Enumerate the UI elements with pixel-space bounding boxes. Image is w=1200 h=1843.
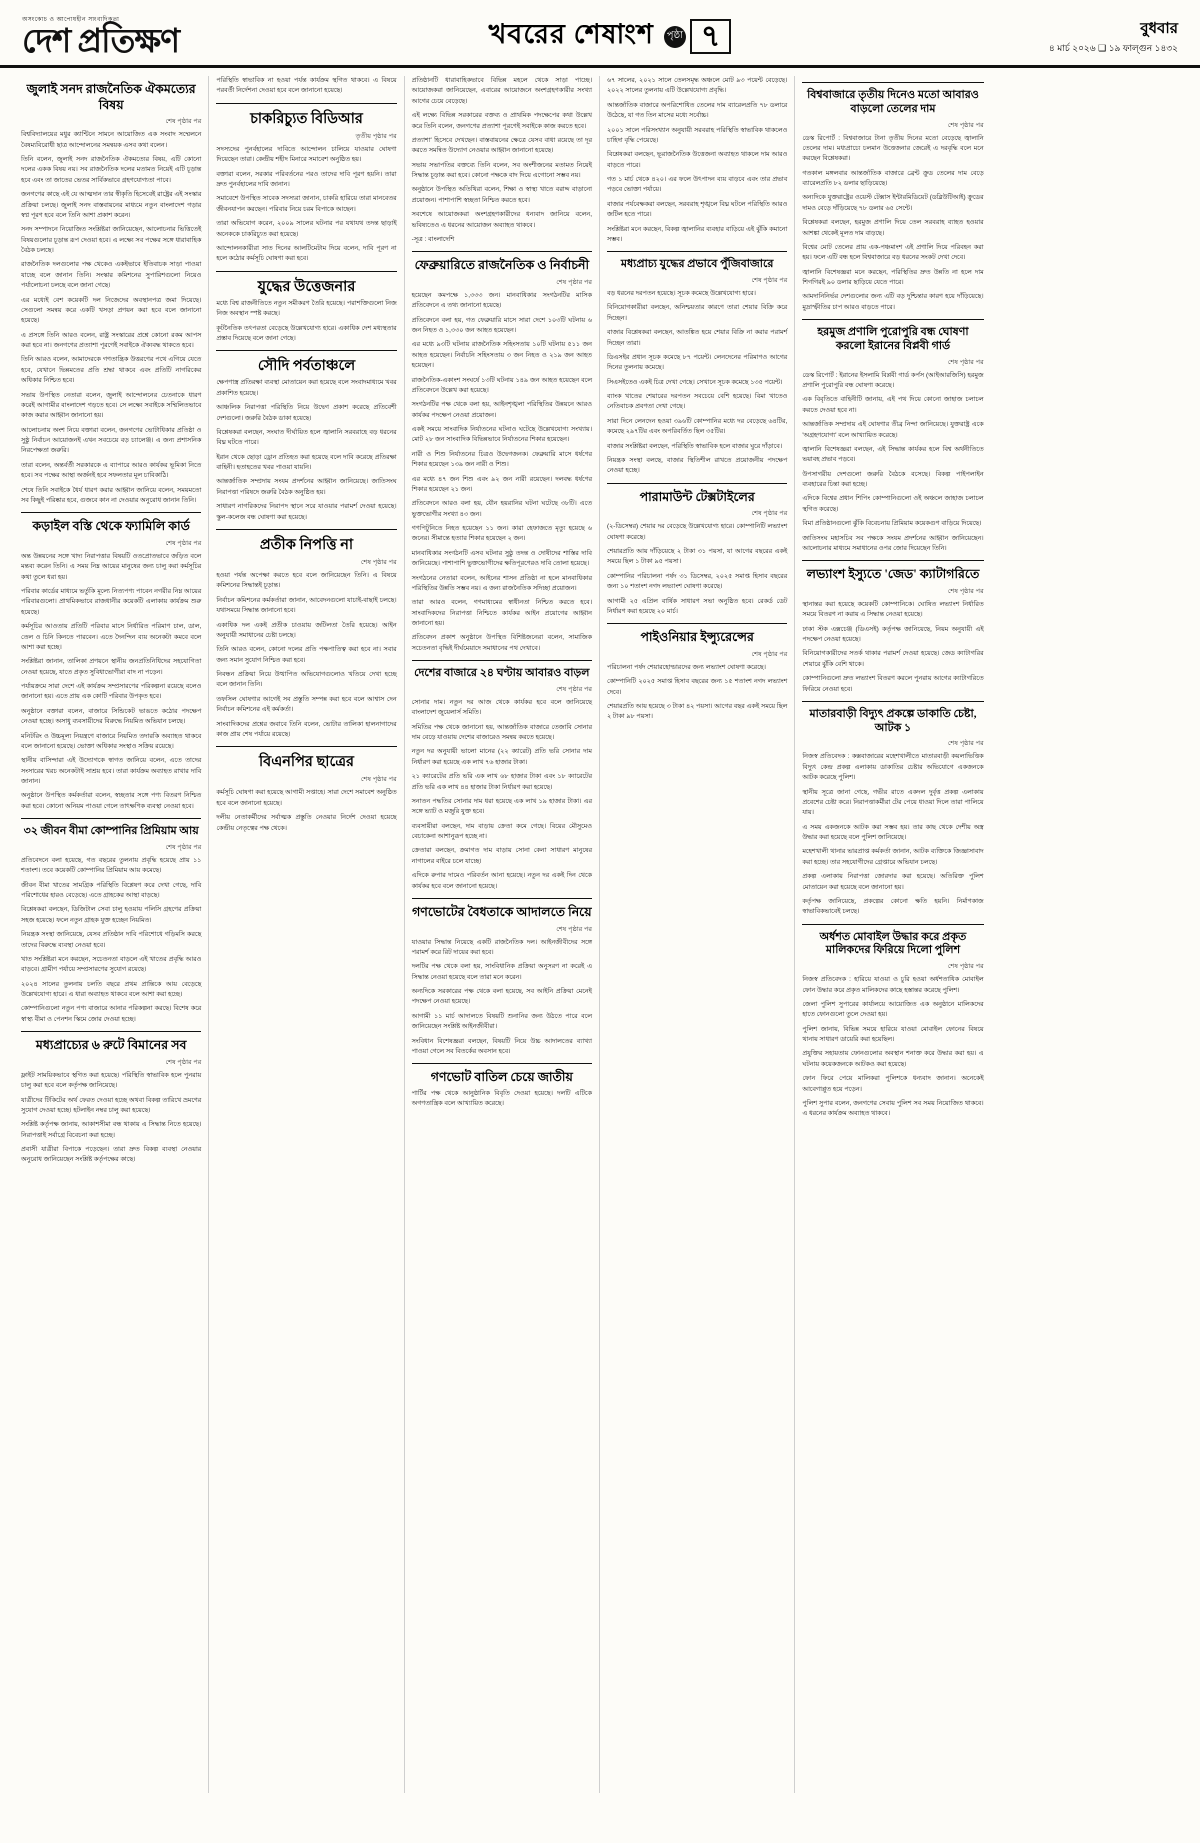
article-paragraph: অনুষ্ঠানে বক্তারা বলেন, বাজারে সিন্ডিকেট ভাঙতে কঠোর পদক্ষেপ নেওয়া হচ্ছে। অসাধু ব্যবসায়ীদের বিরুদ্ধে নিয়মিত অভিযান চলছে। — [21, 707, 202, 726]
article-headline[interactable]: যুদ্ধের উত্তেজনার — [216, 271, 396, 296]
article-paragraph: সমাবেশে উপস্থিত সাবেক সদস্যরা জানান, চাকরি হারিয়ে তারা মানবেতর জীবনযাপন করছেন। পরিবার নিয়ে চরম বিপাকে আছেন। — [216, 195, 397, 213]
article-paragraph: সংশ্লিষ্ট কর্তৃপক্ষ জানায়, আকাশসীমা বন্ধ থাকায় এ সিদ্ধান্ত নিতে হয়েছে। নিরাপত্তাই সর্বাগ্রে বিবেচনা করা হচ্ছে। — [21, 1121, 202, 1139]
article-paragraph: যাত্রীদের টিকিটের অর্থ ফেরত দেওয়া হচ্ছে অথবা বিকল্প তারিখে ভ্রমণের সুযোগ দেওয়া হচ্ছে। হটলাইন নম্বর চালু করা হয়েছে। — [21, 1096, 202, 1114]
article-byline: শেষ পৃষ্ঠার পর — [165, 1058, 202, 1066]
article-paragraph: বিশ্লেষকরা বলছেন, ডিজিটাল সেবা চালু হওয়ায় পলিসি গ্রহণের প্রক্রিয়া সহজ হয়েছে। ফলে নতুন গ্রাহক যুক্ত হচ্ছেন নিয়মিত। — [21, 906, 202, 924]
article-paragraph: স্থানীয় বাসিন্দারা এই উদ্যোগকে স্বাগত জানিয়ে বলেন, এতে তাদের সংসারের খরচ অনেকটাই সাশ্রয় হবে। তারা কার্যক্রম অব্যাহত রাখার দাবি জানান। — [21, 757, 202, 785]
article-paragraph: পুলিশ জানায়, বিভিন্ন সময়ে হারিয়ে যাওয়া মোবাইল ফোনের বিষয়ে থানায় সাধারণ ডায়েরি করা হয়েছিল। — [802, 1025, 984, 1043]
article-paragraph: এ প্রসঙ্গে তিনি আরও বলেন, রাষ্ট্র সংস্কারের প্রশ্নে কোনো রকম আপস করা হবে না। জনগণের প্রত্যাশা পূরণেই সবাইকে ঐক্যবদ্ধ থাকতে হবে। — [21, 331, 202, 349]
column-5 — [795, 76, 990, 1793]
article-byline: শেষ পৃষ্ঠার পর — [165, 118, 202, 126]
article-paragraph: হওয়া পর্যন্ত অপেক্ষা করতে হবে বলে জানিয়েছেন তিনি। এ বিষয়ে কমিশনের সিদ্ধান্তই চূড়ান্ত। — [216, 572, 397, 590]
article-headline[interactable]: গণভোট বাতিল চেয়ে জাতীয় — [412, 1063, 592, 1086]
article-body — [21, 1071, 201, 1166]
article-paragraph: নিয়ন্ত্রক সংস্থা বলছে, বাজার স্থিতিশীল রাখতে প্রয়োজনীয় পদক্ষেপ নেওয়া হচ্ছে। — [606, 456, 788, 475]
article-paragraph: তিনি আরও বলেন, আমাদেরকে গণতান্ত্রিক উত্তরণের পথে এগিয়ে যেতে হবে, যেখানে ভিন্নমতের প্রতি শ্রদ্ধা থাকবে এবং প্রতিটি নাগরিকের অধিকার নিশ্চিত হবে। — [21, 356, 202, 385]
article-paragraph: এই লক্ষ্যে বিভিন্ন সরকারের বক্তব্য ও প্রাথমিক পদক্ষেপের কথা উল্লেখ করে তিনি বলেন, জনগণের প্রত্যাশা পূরণেই সবাইকে কাজ করতে হবে। — [411, 112, 592, 130]
article-paragraph: এদিকে বিশ্বের প্রধান শিপিং কোম্পানিগুলো ওই অঞ্চলে জাহাজ চলাচল স্থগিত করেছে। — [802, 495, 984, 513]
article-paragraph: ২১ ক্যারেটের প্রতি ভরি এক লাখ ৬৮ হাজার টাকা এবং ১৮ ক্যারেটের প্রতি ভরি এক লাখ ৪৪ হাজার টাকা নির্ধারণ করা হয়েছে। — [411, 773, 592, 791]
article-paragraph: নারী ও শিশু নির্যাতনের চিত্রও উদ্বেগজনক। ফেব্রুয়ারি মাসে ধর্ষণের শিকার হয়েছেন ১৩৯ জন নারী ও শিশু। — [411, 450, 592, 469]
article-headline[interactable]: অর্ধশত মোবাইল উদ্ধার করে প্রকৃত মালিকদের ফিরিয়ে দিলো পুলিশ — [802, 924, 983, 959]
article-paragraph: হয়েছেন কমপক্ষে ১,৩৩৩ জন। মানবাধিকার সংগঠনটির মাসিক প্রতিবেদনে এ তথ্য জানানো হয়েছে। — [411, 291, 592, 310]
article-paragraph: শেয়ারপ্রতি আয় হয়েছে ৩ টাকা ৪২ পয়সা। আগের বছর একই সময়ে ছিল ২ টাকা ৯৮ পয়সা। — [606, 703, 788, 721]
article-paragraph: বিশ্লেষকরা বলছেন, সংঘাত দীর্ঘায়িত হলে জ্বালানি সরবরাহে বড় ধরনের বিঘ্ন ঘটতে পারে। — [216, 428, 397, 447]
article-paragraph: ক্রেতারা বলছেন, ক্রমাগত দাম বাড়ায় সোনা কেনা সাধারণ মানুষের নাগালের বাইরে চলে যাচ্ছে। — [411, 847, 592, 865]
article-body — [802, 600, 983, 695]
article-paragraph: সনাতন পদ্ধতির সোনার দাম ধরা হয়েছে এক লাখ ১৯ হাজার টাকা। এর সঙ্গে ভ্যাট ও মজুরি যুক্ত হবে। — [411, 797, 592, 816]
article-body — [216, 378, 396, 523]
article-paragraph: দলীয় নেতাকর্মীদের সর্বাত্মক প্রস্তুতি নেওয়ার নির্দেশ দেওয়া হয়েছে কেন্দ্রীয় নেতৃত্বের পক্ষ থেকে। — [216, 814, 397, 832]
article-paragraph: মহেশখালী থানার ভারপ্রাপ্ত কর্মকর্তা জানান, আটক ব্যক্তিকে জিজ্ঞাসাবাদ করা হচ্ছে। তার সহযোগীদের গ্রেপ্তারে অভিযান চলছে। — [802, 848, 984, 866]
page-number: ৭ — [690, 19, 732, 55]
article-paragraph: পার্টির পক্ষ থেকে আনুষ্ঠানিক বিবৃতি দেওয়া হয়েছে। দলটি এটিকে অগণতান্ত্রিক বলে আখ্যায়িত করেছে। — [411, 1089, 592, 1108]
article-byline: শেষ পৃষ্ঠার পর — [947, 963, 984, 971]
article-paragraph: আন্তর্জাতিক সম্প্রদায় সংযম প্রদর্শনের আহ্বান জানিয়েছে। জাতিসংঘ নিরাপত্তা পরিষদে জরুরি বৈঠক অনুষ্ঠিত হয়। — [216, 478, 397, 496]
page-badge — [664, 19, 732, 55]
article-paragraph: আঞ্চলিক নিরাপত্তা পরিস্থিতি নিয়ে উদ্বেগ প্রকাশ করেছে প্রতিবেশী দেশগুলো। জরুরি বৈঠক ডাকা হয়েছে। — [216, 404, 397, 422]
article-body — [412, 938, 592, 1058]
article-paragraph: প্রকল্প এলাকায় নিরাপত্তা জোরদার করা হয়েছে। অতিরিক্ত পুলিশ মোতায়েন করা হয়েছে বলে জানানো হয়। — [802, 873, 984, 891]
article-paragraph: মনিটরিং ও উচ্চমূল্য নিয়ন্ত্রণে বাজারে নিয়মিত তদারকি অব্যাহত থাকবে বলে জানানো হয়েছে। ভোক্তা অধিকার সংস্থাও সক্রিয় রয়েছে। — [21, 732, 202, 750]
article-paragraph: অন্যদিকে যুক্তরাষ্ট্রের ওয়েস্ট টেক্সাস ইন্টারমিডিয়েট (ডব্লিউটিআই) ক্রুডের দামও বেড়ে দাঁড়িয়েছে ৭৮ ডলার ৬৫ সেন্টে। — [802, 194, 984, 212]
logo-tagline: অসংকোচ ও আপোষহীন সাংবাদিকতা — [22, 17, 120, 23]
column-2 — [209, 76, 404, 1793]
article-paragraph: প্রবাসী যাত্রীরা বিপাকে পড়েছেন। তারা দ্রুত বিকল্প ব্যবস্থা নেওয়ার অনুরোধ জানিয়েছেন সংশ্লিষ্ট কর্তৃপক্ষের কাছে। — [21, 1146, 202, 1164]
article-body — [802, 371, 983, 555]
article-paragraph: এর মধ্যে ৪৭ জন শিশু এবং ৯২ জন নারী রয়েছেন। দলবদ্ধ ধর্ষণের শিকার হয়েছেন ২১ জন। — [411, 475, 592, 493]
article-paragraph: বক্তারা বলেন, সরকার পরিবর্তনের পরও তাদের দাবি পূরণ হয়নি। তারা দ্রুত পুনর্বহালের দাবি জানান। — [216, 170, 397, 188]
article-paragraph: মধ্যে বিশ্ব রাজনীতিতে নতুন সমীকরণ তৈরি হয়েছে। পরাশক্তিগুলো নিজ নিজ অবস্থান স্পষ্ট করছে। — [216, 299, 397, 318]
article-paragraph: তারা বলেন, অন্তর্বর্তী সরকারকে এ ব্যাপারে আরও কার্যকর ভূমিকা নিতে হবে। সব পক্ষের আস্থা অর্জনই হবে সফলতার মূল চাবিকাঠি। — [21, 461, 202, 480]
article-paragraph: সাংবাদিকদের প্রশ্নের জবাবে তিনি বলেন, ভোটার তালিকা হালনাগাদের কাজ প্রায় শেষ পর্যায়ে রয়েছে। — [216, 720, 397, 738]
article-paragraph: পরিস্থিতি স্বাভাবিক না হওয়া পর্যন্ত কার্যক্রম স্থগিত থাকবে। এ বিষয়ে পরবর্তী নির্দেশনা দেওয়া হবে বলে জানানো হয়েছে। — [216, 77, 397, 95]
article-paragraph: সংশ্লিষ্টরা জানান, তালিকা প্রণয়নে স্থানীয় জনপ্রতিনিধিদের সহযোগিতা নেওয়া হয়েছে, যাতে প্রকৃত সুবিধাভোগীরা বাদ না পড়েন। — [21, 658, 202, 676]
article-paragraph: শেয়ারপ্রতি আয় দাঁড়িয়েছে ২ টাকা ৩১ পয়সা, যা আগের বছরের একই সময়ে ছিল ১ টাকা ৯৫ পয়সা। — [606, 548, 788, 566]
article-paragraph: নতুন দর অনুযায়ী ভালো মানের (২২ ক্যারেট) প্রতি ভরি সোনার দাম নির্ধারণ করা হয়েছে এক লাখ ৭৬ হাজার টাকা। — [411, 748, 592, 766]
article-paragraph: বাজার সংশ্লিষ্টরা বলছেন, পরিস্থিতি স্বাভাবিক হলে বাজার ঘুরে দাঁড়াবে। — [606, 442, 783, 450]
article-paragraph: নিজস্ব প্রতিবেদক : হারিয়ে যাওয়া ও চুরি হওয়া অর্ধশতাধিক মোবাইল ফোন উদ্ধার করে প্রকৃত মালিকদের কাছে হস্তান্তর করেছে পুলিশ। — [802, 976, 984, 994]
article-paragraph: সদস্যদের পুনর্বহালের দাবিতে আন্দোলন চালিয়ে যাওয়ার ঘোষণা দিয়েছেন তারা। কেন্দ্রীয় শহীদ মিনারে সমাবেশ অনুষ্ঠিত হয়। — [216, 145, 397, 164]
article-paragraph: পর্যায়ক্রমে সারা দেশে এই কার্যক্রম সম্প্রসারণের পরিকল্পনা রয়েছে বলেও জানানো হয়। এতে প্রায় এক কোটি পরিবার উপকৃত হবে। — [21, 683, 202, 701]
column-1 — [14, 76, 209, 1793]
article-byline: শেষ পৃষ্ঠার পর — [947, 740, 984, 748]
article-byline: শেষ পৃষ্ঠার পর — [947, 121, 984, 129]
article-paragraph: কূটনৈতিক তৎপরতা বেড়েছে উল্লেখযোগ্য হারে। একাধিক দেশ মধ্যস্থতার প্রস্তাব দিয়েছে বলে জানা গেছে। — [216, 324, 397, 342]
article-body — [607, 289, 787, 477]
article-headline[interactable]: সৌদি পর্বতাঞ্চলে — [216, 350, 396, 375]
logo-text: দেশ প্রতিক্ষণ — [22, 24, 180, 60]
date-full: ৪ মার্চ ২০২৬ ❑ ১৯ ফাল্গুন ১৪৩২ — [1048, 42, 1178, 53]
column-3 — [405, 76, 600, 1793]
article-paragraph: গতকাল মঙ্গলবার আন্তর্জাতিক বাজারে ব্রেন্ট ক্রুড তেলের দাম বেড়ে ব্যারেলপ্রতি ৮২ ডলার ছাড়িয়েছে। — [802, 169, 984, 187]
article-byline: শেষ পৃষ্ঠার পর — [556, 685, 592, 693]
article-paragraph: জেলা পুলিশ সুপারের কার্যালয়ে আয়োজিত এক অনুষ্ঠানে মালিকদের হাতে ফোনগুলো তুলে দেওয়া হয়। — [802, 1000, 984, 1019]
article-body — [21, 130, 201, 506]
masthead — [0, 0, 1200, 68]
article-paragraph: ২০০১ সালে পরিসংখ্যান অনুযায়ী সরবরাহ পরিস্থিতি স্বাভাবিক থাকলেও চাহিদা বৃদ্ধি পেয়েছে। — [606, 126, 788, 144]
article-paragraph: সবশেষে আয়োজকরা অংশগ্রহণকারীদের ধন্যবাদ জানিয়ে বলেন, ভবিষ্যতেও এ ধরনের আয়োজন অব্যাহত থাকবে। — [411, 211, 592, 229]
article-headline[interactable]: মধ্যপ্রাচ্য যুদ্ধের প্রভাবে পুঁজিবাজারে — [607, 251, 787, 272]
article-paragraph: সনদ সম্পাদনে নিয়োজিত সংশ্লিষ্টরা জানিয়েছেন, আলোচনার ভিত্তিতেই বিষয়গুলোর চূড়ান্ত রূপ দেওয়া হবে। এ লক্ষ্যে সব পক্ষের সঙ্গে ধারাবাহিক বৈঠক চলছে। — [21, 226, 202, 254]
article-paragraph: জ্বালানি বিশেষজ্ঞরা বলছেন, এই সিদ্ধান্ত কার্যকর হলে বিশ্ব অর্থনীতিতে ভয়াবহ প্রভাব পড়বে। — [802, 445, 984, 464]
article-paragraph: ডেস্ক রিপোর্ট : ইরানের ইসলামি বিপ্লবী গার্ড কর্পস (আইআরজিসি) হরমুজ প্রণালি পুরোপুরি বন্ধ ঘোষণা করেছে। — [802, 371, 984, 389]
article-byline: শেষ পৃষ্ঠার পর — [165, 843, 202, 851]
article-headline[interactable]: জুলাই সনদ রাজনৈতিক ঐকমত্যের বিষয় — [26, 82, 196, 112]
article-paragraph: জ্বালানি বিশেষজ্ঞরা মনে করছেন, পরিস্থিতির দ্রুত উন্নতি না হলে দাম শিগগিরই ৯০ ডলার ছাড়িয়ে যেতে পারে। — [802, 268, 984, 286]
article-paragraph: কর্তৃপক্ষ জানিয়েছে, প্রকল্পের কোনো ক্ষতি হয়নি। নির্মাণকাজ স্বাভাবিকভাবেই চলছে। — [802, 897, 984, 916]
article-headline[interactable]: লভ্যাংশ ইস্যুতে 'জেড' ক্যাটাগরিতে — [802, 560, 983, 583]
section-header — [292, 14, 928, 59]
article-body — [216, 299, 396, 345]
article-paragraph: ফ্লাইট সাময়িকভাবে স্থগিত করা হয়েছে। পরিস্থিতি স্বাভাবিক হলে পুনরায় চালু করা হবে বলে কর্তৃপক্ষ জানিয়েছে। — [21, 1071, 202, 1090]
article-paragraph: পরিবার কার্ডের মাধ্যমে ভর্তুকি মূল্যে নিত্যপণ্য পাবেন নগরীর নিম্ন আয়ের পরিবারগুলো। প্রাথমিকভাবে রাজধানীর কয়েকটি এলাকায় কার্যক্রম শুরু হয়েছে। — [21, 588, 202, 616]
article-paragraph: অনুষ্ঠানে উপস্থিত কর্মকর্তারা বলেন, স্বচ্ছতার সঙ্গে পণ্য বিতরণ নিশ্চিত করা হবে। কোনো অনিয়ম পাওয়া গেলে তাৎক্ষণিক ব্যবস্থা নেওয়া হবে। — [21, 792, 202, 810]
article-body — [607, 76, 787, 245]
article-paragraph: রাজনৈতিক-একাংশ সংঘর্ষে ১৩টি ঘটনায় ১৪৯ জন আহত হয়েছেন বলে প্রতিবেদনে উল্লেখ করা হয়েছে। — [411, 376, 592, 394]
article-paragraph: ব্যবসায়ীরা বলছেন, দাম বাড়ায় ক্রেতা কমে গেছে। বিয়ের মৌসুমেও বেচাকেনা আশানুরূপ হচ্ছে না। — [411, 822, 592, 840]
article-paragraph: সাধারণ নাগরিকদের নিরাপদ স্থানে সরে যাওয়ার পরামর্শ দেওয়া হয়েছে। স্কুল-কলেজ বন্ধ ঘোষণা করা হয়েছে। — [216, 503, 397, 521]
article-body — [21, 552, 201, 812]
article-paragraph: দলটির পক্ষ থেকে বলা হয়, সাংবিধানিক প্রক্রিয়া অনুসরণ না করেই এ সিদ্ধান্ত নেওয়া হয়েছে বলে তারা মনে করেন। — [411, 963, 592, 981]
article-paragraph: তারা আরও বলেন, গণমাধ্যমের স্বাধীনতা নিশ্চিত করতে হবে। সাংবাদিকদের নিরাপত্তা নিশ্চিতে কার্যকর আইন প্রয়োগের আহ্বান জানানো হয়। — [411, 599, 592, 627]
column-4 — [600, 76, 795, 1793]
article-body — [216, 571, 396, 740]
article-paragraph: রাজনৈতিক দলগুলোর পক্ষ থেকেও একইভাবে ইতিবাচক সাড়া পাওয়া যাচ্ছে বলে জানান তিনি। সংস্কার কমিশনের সুপারিশগুলো নিয়েও পর্যালোচনা চলছে বলে জানা গেছে। — [21, 261, 202, 290]
article-paragraph: সিএসইতেও একই চিত্র দেখা গেছে। সেখানে সূচক কমেছে ১৩৫ পয়েন্ট। — [606, 378, 783, 386]
article-paragraph: আন্দোলনকারীরা সাত দিনের আলটিমেটাম দিয়ে বলেন, দাবি পূরণ না হলে কঠোর কর্মসূচি ঘোষণা করা হবে। — [216, 244, 397, 263]
article-headline[interactable]: মাতারবাড়ী বিদ্যুৎ প্রকল্পে ডাকাতি চেষ্টা, আটক ১ — [802, 701, 983, 736]
article-paragraph: কোম্পানিটি ২০২৫ সমাপ্ত হিসাব বছরের জন্য ১৫ শতাংশ নগদ লভ্যাংশ দেবে। — [606, 678, 788, 696]
article-paragraph: বিনিয়োগকারীরা বলছেন, অনিশ্চয়তার কারণে তারা শেয়ার বিক্রি করে দিচ্ছেন। — [606, 304, 788, 322]
article-paragraph: আগামী ১১ মার্চ আদালতে বিষয়টি শুনানির জন্য উঠতে পারে বলে জানিয়েছেন সংশ্লিষ্ট আইনজীবীরা। — [411, 1012, 592, 1031]
article-paragraph: সমিতির পক্ষ থেকে জানানো হয়, আন্তর্জাতিক বাজারে তেজাবি সোনার দাম বেড়ে যাওয়ায় দেশের বাজারেও সমন্বয় করতে হয়েছে। — [411, 723, 592, 741]
article-byline: শেষ পৃষ্ঠার পর — [556, 925, 592, 933]
article-byline: শেষ পৃষ্ঠার পর — [556, 278, 592, 286]
article-body — [802, 134, 983, 314]
article-paragraph: ক্ষেপণাস্ত্র প্রতিরক্ষা ব্যবস্থা মোতায়েন করা হয়েছে বলে সংবাদমাধ্যমে খবর প্রকাশিত হয়েছে। — [216, 379, 397, 397]
article-byline: শেষ পৃষ্ঠার পর — [165, 539, 202, 547]
article-paragraph: এর মধ্যে ৯৩টি ঘটনায় রাজনৈতিক সহিংসতায় ১০টি ঘটনায় ৫১১ জন আহত হয়েছেন। নির্বাচনি সহিংসতায় ৩ জন নিহত ও ২১৯ জন আহত হয়েছেন। — [411, 341, 592, 370]
article-paragraph: মানবাধিকার সংগঠনটি এসব ঘটনার সুষ্ঠু তদন্ত ও দোষীদের শাস্তির দাবি জানিয়েছে। পাশাপাশি ভুক্তভোগীদের ক্ষতিপূরণেরও দাবি তোলা হয়েছে। — [411, 549, 592, 568]
article-paragraph: ঢাকা স্টক এক্সচেঞ্জ (ডিএসই) কর্তৃপক্ষ জানিয়েছে, নিয়ম অনুযায়ী এই পদক্ষেপ নেওয়া হয়েছে। — [802, 625, 984, 643]
article-headline[interactable]: চাকরিচ্যুত বিডিআর — [216, 103, 396, 128]
article-paragraph: প্রতিবেদনে বলা হয়েছে, গত বছরের তুলনায় প্রবৃদ্ধি হয়েছে প্রায় ১১ শতাংশ। তবে কয়েকটি কোম্পানির প্রিমিয়াম আয় কমেছে। — [21, 856, 202, 875]
article-paragraph: (২-ডিসেম্বর) শেয়ার দর বেড়েছে উল্লেখযোগ্য হারে। কোম্পানিটি লভ্যাংশ ঘোষণা করেছে। — [606, 523, 788, 541]
article-byline: তৃতীয় পৃষ্ঠার পর — [355, 132, 397, 140]
article-paragraph: নির্বাচন কমিশনের কর্মকর্তারা জানান, আবেদনগুলো যাচাই-বাছাই চলছে। যথাসময়ে সিদ্ধান্ত জানানো হবে। — [216, 596, 397, 615]
article-byline: শেষ পৃষ্ঠার পর — [751, 650, 788, 658]
article-paragraph: একাধিক দল একই প্রতীক চাওয়ায় জটিলতা তৈরি হয়েছে। আইন অনুযায়ী সমাধানের চেষ্টা চলছে। — [216, 621, 397, 639]
article-paragraph: প্রতিষ্ঠানটি ধারাবাহিকভাবে বিভিন্ন মহলে থেকে সাড়া পাচ্ছে। আয়োজকরা জানিয়েছেন, এবারের আয়োজনে অংশগ্রহণকারীর সংখ্যা আগের চেয়ে বেড়েছে। — [411, 77, 592, 105]
page-badge-label: পৃষ্ঠা — [664, 26, 686, 48]
article-body — [607, 522, 787, 617]
article-paragraph: নিজস্ব প্রতিবেদক : কক্সবাজারের মহেশখালীতে মাতারবাড়ী কয়লাভিত্তিক বিদ্যুৎ কেন্দ্র প্রকল্প এলাকায় ডাকাতির চেষ্টার অভিযোগে একজনকে আটক করেছে পুলিশ। — [802, 753, 984, 782]
article-paragraph: বিনিয়োগকারীদের সতর্ক থাকার পরামর্শ দেওয়া হয়েছে। জেড ক্যাটাগরির শেয়ারে ঝুঁকি বেশি থাকে। — [802, 650, 984, 668]
article-paragraph: অন্ত উন্নয়নের সঙ্গে খাদ্য নিরাপত্তার বিষয়টি ওতপ্রোতভাবে জড়িত বলে মন্তব্য করেন তিনি। এ সময় নিম্ন আয়ের মানুষের জন্য চালু করা কর্মসূচির কথা তুলে ধরা হয়। — [21, 552, 202, 581]
article-headline[interactable]: গণভোটের বৈধতাকে আদালতে নিয়ে — [412, 898, 592, 921]
article-paragraph: প্রতিবেদন প্রকাশ অনুষ্ঠানে উপস্থিত বিশিষ্টজনেরা বলেন, সামাজিক সচেতনতা বৃদ্ধিই দীর্ঘমেয়াদে সমাধানের পথ দেখাবে। — [411, 634, 592, 652]
article-body — [412, 1089, 592, 1110]
article-headline[interactable]: বিএনপির ছাত্রের — [216, 746, 396, 771]
article-paragraph: ৬৭ সালের, ২০২১ সালে তেলসমৃদ্ধ অঞ্চলে মোট ৯৩ পয়েন্ট বেড়েছে। ২০২২ সালের তুলনায় এটি উল্লেখযোগ্য প্রবৃদ্ধি। — [606, 77, 788, 95]
article-paragraph: অন্যদিকে সরকারের পক্ষ থেকে বলা হয়েছে, সব আইনি প্রক্রিয়া মেনেই পদক্ষেপ নেওয়া হয়েছে। — [411, 988, 592, 1006]
article-paragraph: বিশ্লেষকরা বলছেন, ভূরাজনৈতিক উত্তেজনা অব্যাহত থাকলে দাম আরও বাড়তে পারে। — [606, 151, 788, 169]
date-block — [928, 19, 1178, 53]
article-paragraph: এক বিবৃতিতে বাহিনীটি জানায়, এই পথ দিয়ে কোনো জাহাজ চলাচল করতে দেওয়া হবে না। — [802, 396, 984, 414]
article-headline[interactable]: হরমুজ প্রণালি পুরোপুরি বন্ধ ঘোষণা করলো ইরানের বিপ্লবী গার্ড — [802, 319, 983, 354]
article-paragraph: সংশ্লিষ্টরা মনে করছেন, বিকল্প জ্বালানির ব্যবহার বাড়িয়ে এই ঝুঁকি কমানো সম্ভব। — [606, 225, 788, 243]
article-paragraph: আন্তর্জাতিক বাজারে অপরিশোধিত তেলের দাম ব্যারেলপ্রতি ৭৮ ডলারে উঠেছে, যা গত তিন মাসের মধ্যে সর্বোচ্চ। — [606, 101, 788, 120]
article-paragraph: প্রযুক্তির সহায়তায় ফোনগুলোর অবস্থান শনাক্ত করে উদ্ধার করা হয়। এ ঘটনায় কয়েকজনকে আটকও করা হয়েছে। — [802, 1050, 984, 1068]
article-paragraph: ডিএসইর প্রধান সূচক কমেছে ৮৭ পয়েন্ট। লেনদেনের পরিমাণও আগের দিনের তুলনায় কমেছে। — [606, 353, 788, 372]
article-paragraph: নিবন্ধন প্রক্রিয়া নিয়ে উত্থাপিত অভিযোগগুলোও খতিয়ে দেখা হচ্ছে বলে জানান তিনি। — [216, 671, 397, 689]
article-paragraph: কর্মসূচির আওতায় প্রতিটি পরিবার মাসে নির্ধারিত পরিমাণ চাল, ডাল, তেল ও চিনি কিনতে পারবেন। এতে দৈনন্দিন ব্যয় অনেকটা কমবে বলে আশা করা হচ্ছে। — [21, 623, 202, 651]
article-paragraph: আলোচনায় অংশ নিয়ে বক্তারা বলেন, জনগণের ভোটাধিকার প্রতিষ্ঠা ও সুষ্ঠু নির্বাচন আয়োজনই এখন সবচেয়ে বড় চ্যালেঞ্জ। এ জন্য প্রশাসনিক নিরপেক্ষতা জরুরি। — [21, 426, 202, 455]
article-paragraph: জীবন বীমা খাতের সামগ্রিক পরিস্থিতি বিশ্লেষণ করে দেখা গেছে, দাবি পরিশোধের হারও বেড়েছে। এতে গ্রাহকের আস্থা বাড়ছে। — [21, 881, 202, 899]
article-paragraph: গণপিটুনিতে নিহত হয়েছেন ১১ জন। কারা হেফাজতে মৃত্যু হয়েছে ৬ জনের। সীমান্তে হত্যার শিকার হয়েছেন ২ জন। — [411, 525, 592, 543]
article-paragraph: উপসাগরীয় দেশগুলো জরুরি বৈঠকে বসেছে। বিকল্প পাইপলাইন ব্যবহারের চিন্তা করা হচ্ছে। — [802, 470, 984, 488]
article-paragraph: স্থানান্তর করা হয়েছে কয়েকটি কোম্পানিকে। ঘোষিত লভ্যাংশ নির্ধারিত সময়ে বিতরণ না করায় এ সিদ্ধান্ত নেওয়া হয়েছে। — [802, 600, 984, 619]
article-paragraph: তফসিল ঘোষণার আগেই সব প্রস্তুতি সম্পন্ন করা হবে বলে আশ্বাস দেন নির্বাচন কমিশনের এই কর্মকর্তা। — [216, 695, 397, 714]
article-paragraph: -সূত্র : বাংলাদেশি — [411, 235, 455, 243]
article-headline[interactable]: মধ্যপ্রাচ্যের ৬ রুটে বিমানের সব — [21, 1031, 201, 1054]
article-paragraph: কোম্পানিগুলো নতুন পণ্য বাজারে আনার পরিকল্পনা করছে। বিশেষ করে স্বাস্থ্য বীমা ও পেনশন স্কিমে জোর দেওয়া হচ্ছে। — [21, 1005, 202, 1023]
article-byline: শেষ পৃষ্ঠার পর — [751, 510, 788, 518]
article-paragraph: বাজার বিশ্লেষকরা বলছেন, আতঙ্কিত হয়ে শেয়ার বিক্রি না করার পরামর্শ দিচ্ছেন তারা। — [606, 329, 788, 347]
article-headline[interactable]: পারামাউন্ট টেক্সটাইলের — [607, 483, 787, 506]
article-paragraph: বিশ্লেষকরা বলছেন, হরমুজ প্রণালি দিয়ে তেল সরবরাহ ব্যাহত হওয়ার আশঙ্কা থেকেই মূলত দাম বাড়ছে। — [802, 219, 984, 237]
article-paragraph: বিমা প্রতিষ্ঠানগুলো ঝুঁকি বিবেচনায় প্রিমিয়াম কয়েকগুণ বাড়িয়ে দিয়েছে। — [802, 520, 982, 528]
article-paragraph: এদিকে রুপার দামেও পরিবর্তন আনা হয়েছে। নতুন দর একই দিন থেকে কার্যকর হবে বলে জানানো হয়েছে। — [411, 872, 592, 890]
article-byline: শেষ পৃষ্ঠার পর — [751, 277, 788, 284]
article-paragraph: সংগঠনটির পক্ষ থেকে বলা হয়, আইনশৃঙ্খলা পরিস্থিতির উন্নয়নে আরও কার্যকর পদক্ষেপ নেওয়া প্রয়োজন। — [411, 401, 592, 419]
article-paragraph: প্রতিবেদনে বলা হয়, গত ফেব্রুয়ারি মাসে সারা দেশে ১০৩টি ঘটনায় ৬ জন নিহত ও ১,৩৩০ জন আহত হয়েছেন। — [411, 316, 592, 334]
article-paragraph: খাত সংশ্লিষ্টরা মনে করছেন, সচেতনতা বাড়লে এই খাতের প্রবৃদ্ধি আরও বাড়বে। গ্রামীণ পর্যায়ে সম্প্রসারণের সুযোগ রয়েছে। — [21, 955, 202, 974]
article-paragraph: সংবিধান বিশেষজ্ঞরা বলছেন, বিষয়টি নিয়ে উচ্চ আদালতের ব্যাখ্যা পাওয়া গেলে সব বিতর্কের অবসান হবে। — [411, 1037, 592, 1055]
article-paragraph: এর মধ্যেই বেশ কয়েকটি দল নিজেদের অবস্থানপত্র জমা দিয়েছে। সেগুলো সমন্বয় করে একটি খসড়া প্রণয়ন করা হবে বলে জানানো হয়েছে। — [21, 296, 202, 325]
article-paragraph: তিনি বলেন, জুলাই সনদ রাজনৈতিক ঐকমত্যের বিষয়, এটি কোনো দলের একক বিষয় নয়। সব রাজনৈতিক দলের মতামত নিয়েই এটি চূড়ান্ত হবে এবং তা জাতের ভেতর সার্বিকভাবে গ্রহণযোগ্যতা পাবে। — [21, 156, 202, 184]
article-paragraph: ২০২৪ সালের তুলনায় চলতি বছরে প্রথম প্রান্তিকে আয় বেড়েছে উল্লেখযোগ্য হারে। এ ধারা অব্যাহত থাকবে বলে আশা করা হচ্ছে। — [21, 980, 202, 998]
article-paragraph: গত ১ মার্চ থেকে ৪২০। এর ফলে উৎপাদন ব্যয় বাড়বে এবং তার প্রভাব পড়বে ভোক্তা পর্যায়ে। — [606, 176, 788, 194]
article-paragraph: বিশ্বের মোট তেলের প্রায় এক-পঞ্চমাংশ এই প্রণালি দিয়ে পরিবহন করা হয়। ফলে এটি বন্ধ হলে বিশ্ববাজারে বড় ধরনের সংকট দেখা দেবে। — [802, 243, 984, 262]
article-paragraph: যাওয়ার সিদ্ধান্ত নিয়েছে একটি রাজনৈতিক দল। আইনজীবীদের সঙ্গে পরামর্শ করে রিট দায়ের করা হবে। — [411, 938, 592, 956]
article-body — [216, 788, 396, 834]
article-byline: শেষ পৃষ্ঠার পর — [947, 587, 984, 595]
article-paragraph: আমদানিনির্ভর দেশগুলোর জন্য এটি বড় দুশ্চিন্তার কারণ হয়ে দাঁড়িয়েছে। মুদ্রাস্ফীতির চাপ আরও বাড়তে পারে। — [802, 293, 984, 311]
article-headline[interactable]: পাইওনিয়ার ইন্স্যুরেন্সের — [607, 623, 787, 646]
article-body — [412, 76, 592, 245]
article-body — [607, 663, 787, 723]
article-paragraph: সারা দিনে লেনদেন হওয়া ৩৯৬টি কোম্পানির মধ্যে দর বেড়েছে ৬৪টির, কমেছে ২৯৭টির এবং অপরিবর্তিত ছিল ৩৫টির। — [606, 417, 788, 436]
article-body — [412, 291, 592, 654]
article-paragraph: স্থানীয় সূত্রে জানা গেছে, গভীর রাতে একদল দুর্বৃত্ত প্রকল্প এলাকায় প্রবেশের চেষ্টা করে। নিরাপত্তাকর্মীরা টের পেয়ে ধাওয়া দিলে তারা পালিয়ে যায়। — [802, 788, 984, 817]
article-body — [802, 752, 983, 917]
article-headline[interactable]: কড়াইল বস্তি থেকে ফ্যামিলি কার্ড — [21, 512, 201, 535]
article-paragraph: অনুষ্ঠানে উপস্থিত অতিথিরা বলেন, শিক্ষা ও স্বাস্থ্য খাতে বরাদ্দ বাড়ানো প্রয়োজন। পাশাপাশি স্বচ্ছতা নিশ্চিত করতে হবে। — [411, 186, 592, 204]
article-paragraph: কোম্পানির পরিচালনা পর্ষদ ৩১ ডিসেম্বর, ২০২৫ সমাপ্ত হিসাব বছরের জন্য ১০ শতাংশ নগদ লভ্যাংশ ঘোষণা করেছে। — [606, 572, 788, 591]
article-headline[interactable]: প্রতীক নিপত্তি না — [216, 529, 396, 554]
article-byline: শেষ পৃষ্ঠার পর — [947, 358, 984, 366]
article-paragraph: পুলিশ সুপার বলেন, জনগণের সেবায় পুলিশ সব সময় নিয়োজিত থাকবে। এ ধরনের কার্যক্রম অব্যাহত থাকবে। — [802, 1099, 984, 1118]
article-byline: শেষ পৃষ্ঠার পর — [360, 559, 397, 566]
article-paragraph: জনগণের কাছে এই যে আত্মদান তার স্বীকৃতি হিসেবেই রাষ্ট্রের এই সংস্কার প্রক্রিয়া চলছে। জুলাই সনদ বাস্তবায়নের মাধ্যমে নতুন বাংলাদেশ গড়ার স্বপ্ন পূরণ হবে বলে তিনি আশা প্রকাশ করেন। — [21, 191, 202, 219]
article-paragraph: আন্তর্জাতিক সম্প্রদায় এই ঘোষণার তীব্র নিন্দা জানিয়েছে। যুক্তরাষ্ট্র একে 'অগ্রহণযোগ্য' বলে আখ্যায়িত করেছে। — [802, 421, 984, 439]
article-paragraph: জাতিসংঘ মহাসচিব সব পক্ষকে সংযম প্রদর্শনের আহ্বান জানিয়েছেন। আলোচনার মাধ্যমে সমাধানের ওপর জোর দিয়েছেন তিনি। — [802, 534, 984, 552]
article-paragraph: পরিচালনা পর্ষদ শেয়ারহোল্ডারদের জন্য লভ্যাংশ ঘোষণা করেছে। — [606, 663, 766, 671]
article-paragraph: বাজার পর্যবেক্ষকরা বলছেন, সরবরাহ শৃঙ্খলে বিঘ্ন ঘটলে পরিস্থিতি আরও জটিল হতে পারে। — [606, 200, 788, 219]
date-day: বুধবার — [1140, 20, 1178, 38]
article-paragraph: প্রত্যাশা' হিসেবে দেখছেন। বাস্তবায়নের ক্ষেত্রে যেসব বাধা রয়েছে তা দূর করতে সমন্বিত উদ্যোগ নেওয়ার আহ্বান জানানো হয়েছে। — [411, 136, 592, 155]
article-paragraph: প্রতিবেদনে আরও বলা হয়, যৌন হয়রানির ঘটনা ঘটেছে ৩৮টি। এতে ভুক্তভোগীর সংখ্যা ৪৩ জন। — [411, 500, 592, 518]
article-headline[interactable]: ফেব্রুয়ারিতে রাজনৈতিক ও নির্বাচনী — [412, 251, 592, 274]
article-body — [21, 856, 201, 1025]
section-title: খবরের শেষাংশ — [488, 19, 654, 49]
article-body — [216, 76, 396, 97]
article-paragraph: সভায় সভাপতির বক্তব্যে তিনি বলেন, সব অংশীজনের মতামত নিয়েই সিদ্ধান্ত চূড়ান্ত করা হবে। কোনো পক্ষকে বাদ দিয়ে এগোনো সম্ভব নয়। — [411, 161, 592, 179]
article-paragraph: কোম্পানিগুলো দ্রুত লভ্যাংশ বিতরণ করলে পুনরায় আগের ক্যাটাগরিতে ফিরিয়ে নেওয়া হবে। — [802, 675, 984, 693]
article-byline: শেষ পৃষ্ঠার পর — [360, 776, 397, 784]
newspaper-logo — [22, 14, 292, 59]
article-paragraph: নিয়ন্ত্রক সংস্থা জানিয়েছে, যেসব প্রতিষ্ঠান দাবি পরিশোধে গড়িমসি করছে তাদের বিরুদ্ধে ব্যবস্থা নেওয়া হবে। — [21, 931, 202, 949]
article-paragraph: আগামী ২৫ এপ্রিল বার্ষিক সাধারণ সভা অনুষ্ঠিত হবে। রেকর্ড ডেট নির্ধারণ করা হয়েছে ২০ মার্চ। — [606, 597, 788, 615]
article-paragraph: তিনি আরও বলেন, কোনো দলের প্রতি পক্ষপাতিত্ব করা হবে না। সবার জন্য সমান সুযোগ নিশ্চিত করা হবে। — [216, 646, 397, 664]
article-paragraph: সভায় উপস্থিত নেতারা বলেন, জুলাই আন্দোলনের চেতনাকে ধারণ করেই আগামীর বাংলাদেশ গড়তে হবে। সে লক্ষ্যে সবাইকে সম্মিলিতভাবে কাজ করার আহ্বান জানানো হয়। — [21, 391, 202, 420]
article-headline[interactable]: বিশ্ববাজারে তৃতীয় দিনেও মতো আবারও বাড়লো তেলের দাম — [802, 82, 983, 117]
article-headline[interactable]: ৩২ জীবন বীমা কোম্পানির প্রিমিয়াম আয় — [21, 818, 201, 839]
article-columns — [0, 68, 1200, 1803]
article-paragraph: ব্যাংক খাতের শেয়ারের দরপতন সবচেয়ে বেশি হয়েছে। বিমা খাতেও নেতিবাচক প্রবণতা দেখা গেছে। — [606, 393, 788, 411]
article-paragraph: ইরান থেকে ছোড়া ড্রোন প্রতিহত করা হয়েছে বলে দাবি করেছে প্রতিরক্ষা বাহিনী। হতাহতের খবর পাওয়া যায়নি। — [216, 453, 397, 471]
article-paragraph: ফোন ফিরে পেয়ে মালিকরা পুলিশকে ধন্যবাদ জানান। অনেকেই আবেগাপ্লুত হয়ে পড়েন। — [802, 1075, 984, 1093]
article-body — [412, 698, 592, 892]
article-paragraph: একই সময়ে সাংবাদিক নির্যাতনের ঘটনাও ঘটেছে উল্লেখযোগ্য সংখ্যায়। মোট ২৮ জন সাংবাদিক বিভিন্নভাবে নির্যাতনের শিকার হয়েছেন। — [411, 426, 592, 444]
article-headline[interactable]: দেশের বাজারে ২৪ ঘণ্টায় আবারও বাড়ল — [412, 660, 592, 681]
article-paragraph: সোনার দাম। নতুন দর আজ থেকে কার্যকর হবে বলে জানিয়েছে বাংলাদেশ জুয়েলার্স সমিতি। — [411, 698, 592, 717]
article-paragraph: বড় ধরনের দরপতন হয়েছে। সূচক কমেছে উল্লেখযোগ্য হারে। — [606, 290, 756, 297]
article-paragraph: শেষে তিনি সবাইকে ধৈর্য ধারণ করার আহ্বান জানিয়ে বলেন, সময়মতো সব কিছুই পরিষ্কার হবে, গুজবে কান না দেওয়ার অনুরোধ জানান তিনি। — [21, 486, 202, 504]
article-paragraph: বিশ্ববিদ্যালয়ের মধুর ক্যান্টিনে সামনে আয়োজিত এক সংবাদ সম্মেলনে বৈষম্যবিরোধী ছাত্র আন্দোলনের সমন্বয়ক এসব কথা বলেন। — [21, 131, 202, 149]
article-paragraph: তারা অভিযোগ করেন, ২০০৯ সালের ঘটনার পর যথাযথ তদন্ত ছাড়াই অনেককে চাকরিচ্যুত করা হয়েছে। — [216, 220, 397, 238]
article-paragraph: ডেস্ক রিপোর্ট : বিশ্ববাজারে টানা তৃতীয় দিনের মতো বেড়েছে জ্বালানি তেলের দাম। মধ্যপ্রাচ্যে চলমান উত্তেজনার জেরেই এ দরবৃদ্ধি বলে মনে করছেন বিশ্লেষকরা। — [802, 134, 984, 163]
article-paragraph: সংগঠনের নেতারা বলেন, আইনের শাসন প্রতিষ্ঠা না হলে মানবাধিকার পরিস্থিতির উন্নতি সম্ভব নয়। এ জন্য রাজনৈতিক সদিচ্ছা প্রয়োজন। — [411, 574, 592, 592]
article-body — [216, 145, 396, 265]
article-paragraph: এ সময় একজনকে আটক করা সম্ভব হয়। তার কাছ থেকে দেশীয় অস্ত্র উদ্ধার করা হয়েছে বলে পুলিশ জানিয়েছে। — [802, 823, 984, 841]
article-body — [802, 975, 983, 1120]
article-paragraph: কর্মসূচি ঘোষণা করা হয়েছে আগামী সপ্তাহে। সারা দেশে সমাবেশ অনুষ্ঠিত হবে বলে জানানো হয়েছে। — [216, 789, 397, 807]
